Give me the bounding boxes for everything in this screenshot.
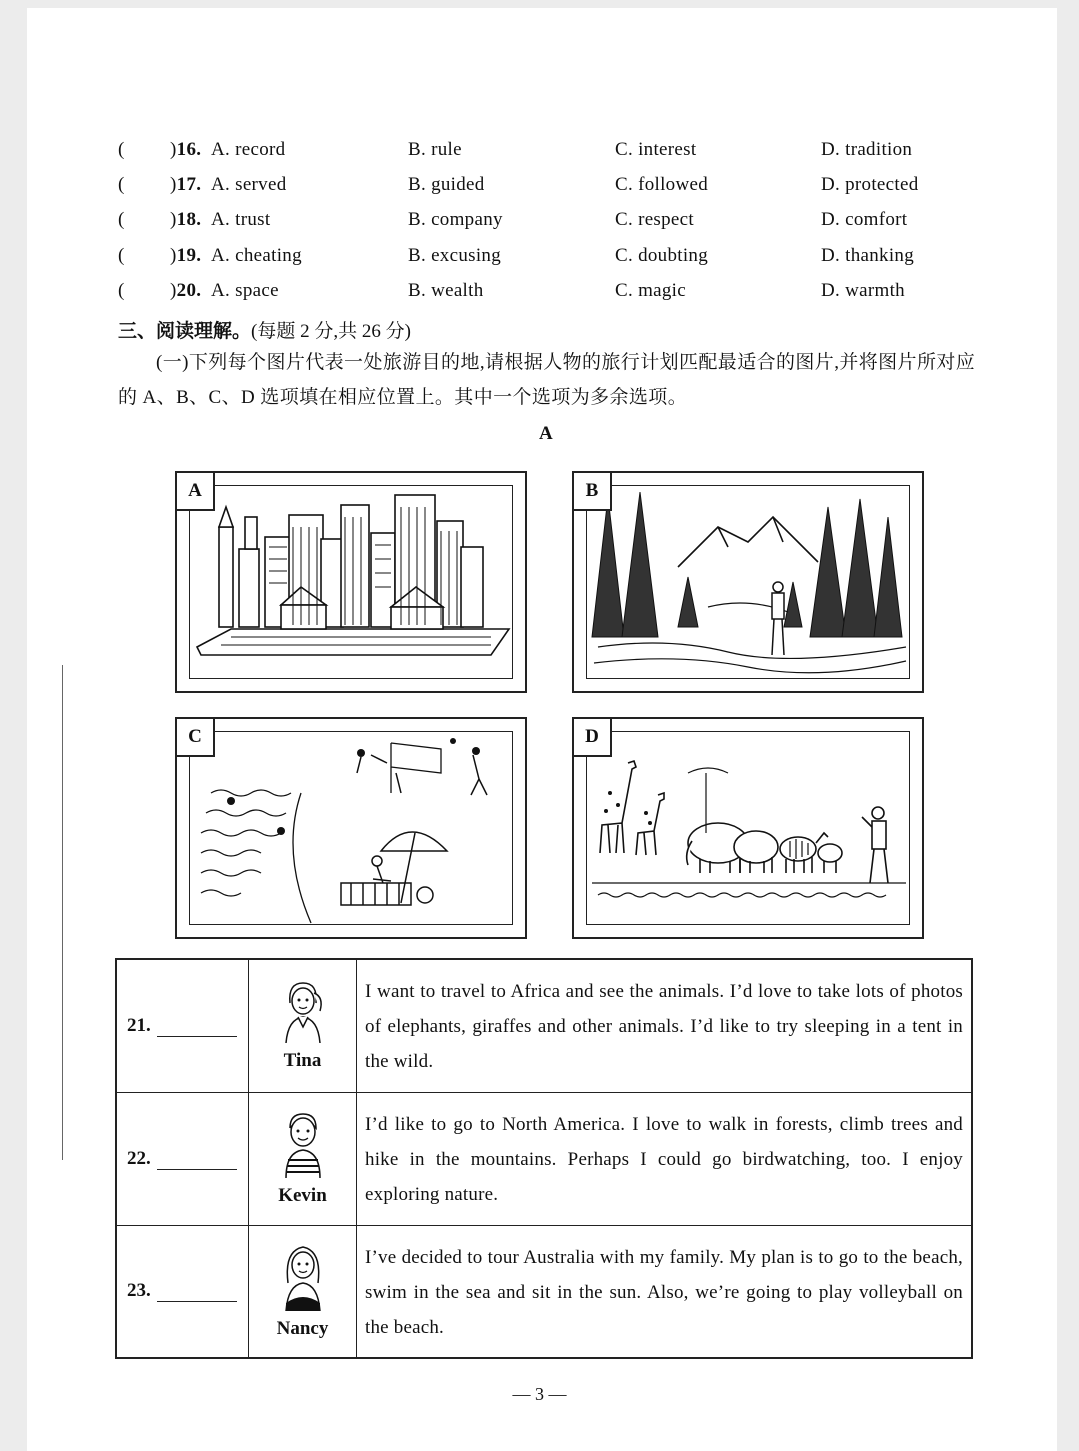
picture-label: B — [574, 473, 612, 511]
question-row — [118, 209, 978, 239]
option-b: B. guided — [408, 174, 485, 195]
girl-portrait-icon — [278, 979, 328, 1043]
question-number: ) 20. — [170, 280, 201, 302]
table-row — [116, 959, 972, 1092]
answer-blank[interactable] — [157, 1018, 237, 1037]
question-row — [118, 245, 978, 275]
item-number: 23. — [127, 1280, 151, 1302]
question-number: ) 18. — [170, 209, 201, 231]
question-number: ) 19. — [170, 245, 201, 267]
option-a: A. record — [211, 139, 286, 160]
section-title: 三、阅读理解。 — [118, 321, 252, 342]
section-score: (每题 2 分,共 26 分) — [251, 321, 411, 342]
option-d: D. thanking — [821, 245, 915, 266]
part-label: A — [539, 423, 553, 444]
person-name: Nancy — [276, 1317, 329, 1339]
option-d: D. comfort — [821, 209, 908, 230]
option-c: C. doubting — [615, 245, 709, 266]
girl-portrait-icon — [278, 1243, 328, 1311]
travel-plan-text: I’d like to go to North America. I love to walk in forests, climb trees and hike in the mountains. Perhaps I could go birdwatching, too. I enjoy exploring nature. — [357, 1092, 973, 1225]
answer-cell — [116, 959, 249, 1092]
answer-blank[interactable] — [157, 1151, 237, 1170]
answer-cell — [116, 1092, 249, 1225]
answer-paren: ( — [118, 280, 125, 301]
person-name: Kevin — [278, 1185, 327, 1206]
option-d: D. tradition — [821, 139, 913, 160]
table-row — [116, 1092, 972, 1225]
travel-plan-text: I want to travel to Africa and see the animals. I’d love to take lots of photos of elephants, giraffes and other animals. I’d like to try sleeping in a tent in the wild. — [357, 959, 973, 1092]
picture-label: A — [177, 473, 215, 511]
picture-d — [572, 717, 924, 939]
item-number: 22. — [127, 1147, 151, 1169]
question-row — [118, 280, 978, 310]
city-skyline-icon — [191, 487, 513, 679]
option-b: B. excusing — [408, 245, 502, 266]
matching-table — [115, 958, 973, 1359]
question-number: ) 16. — [170, 139, 201, 161]
table-row — [116, 1225, 972, 1358]
person-cell — [249, 1225, 357, 1358]
option-a: A. cheating — [211, 245, 302, 266]
forest-mountain-icon — [588, 487, 910, 679]
option-b: B. wealth — [408, 280, 484, 301]
person-cell — [249, 1092, 357, 1225]
section-instruction: (一)下列每个图片代表一处旅游目的地,请根据人物的旅行计划匹配最适合的图片,并将图片所对应的 A、B、C、D 选项填在相应位置上。其中一个选项为多余选项。 — [118, 352, 976, 408]
answer-paren: ( — [118, 245, 125, 266]
option-c: C. followed — [615, 174, 709, 195]
picture-c — [175, 717, 527, 939]
option-a: A. served — [211, 174, 287, 195]
page-number: — 3 — — [512, 1384, 567, 1404]
option-b: B. company — [408, 209, 503, 230]
answer-blank[interactable] — [157, 1283, 237, 1302]
picture-label: C — [177, 719, 215, 757]
item-number: 21. — [127, 1014, 151, 1036]
question-row — [118, 174, 978, 204]
beach-icon — [191, 733, 513, 925]
boy-portrait-icon — [278, 1110, 328, 1178]
person-name: Tina — [283, 1050, 322, 1072]
answer-paren: ( — [118, 174, 125, 195]
section-heading — [118, 316, 411, 343]
option-a: A. trust — [211, 209, 271, 230]
safari-animals-icon — [588, 733, 910, 925]
question-row — [118, 139, 978, 169]
option-d: D. warmth — [821, 280, 905, 301]
picture-b — [572, 471, 924, 693]
option-b: B. rule — [408, 139, 462, 160]
answer-paren: ( — [118, 209, 125, 230]
option-d: D. protected — [821, 174, 919, 195]
answer-paren: ( — [118, 139, 125, 160]
person-cell — [249, 959, 357, 1092]
picture-a — [175, 471, 527, 693]
answer-cell — [116, 1225, 249, 1358]
option-c: C. respect — [615, 209, 694, 230]
option-c: C. interest — [615, 139, 697, 160]
option-a: A. space — [211, 280, 279, 301]
picture-label: D — [574, 719, 612, 757]
margin-rule — [62, 665, 63, 1160]
option-c: C. magic — [615, 280, 686, 301]
travel-plan-text: I’ve decided to tour Australia with my family. My plan is to go to the beach, swim in the sea and sit in the sun. Also, we’re going to play volleyball on the beach. — [357, 1225, 973, 1358]
question-number: ) 17. — [170, 174, 201, 196]
